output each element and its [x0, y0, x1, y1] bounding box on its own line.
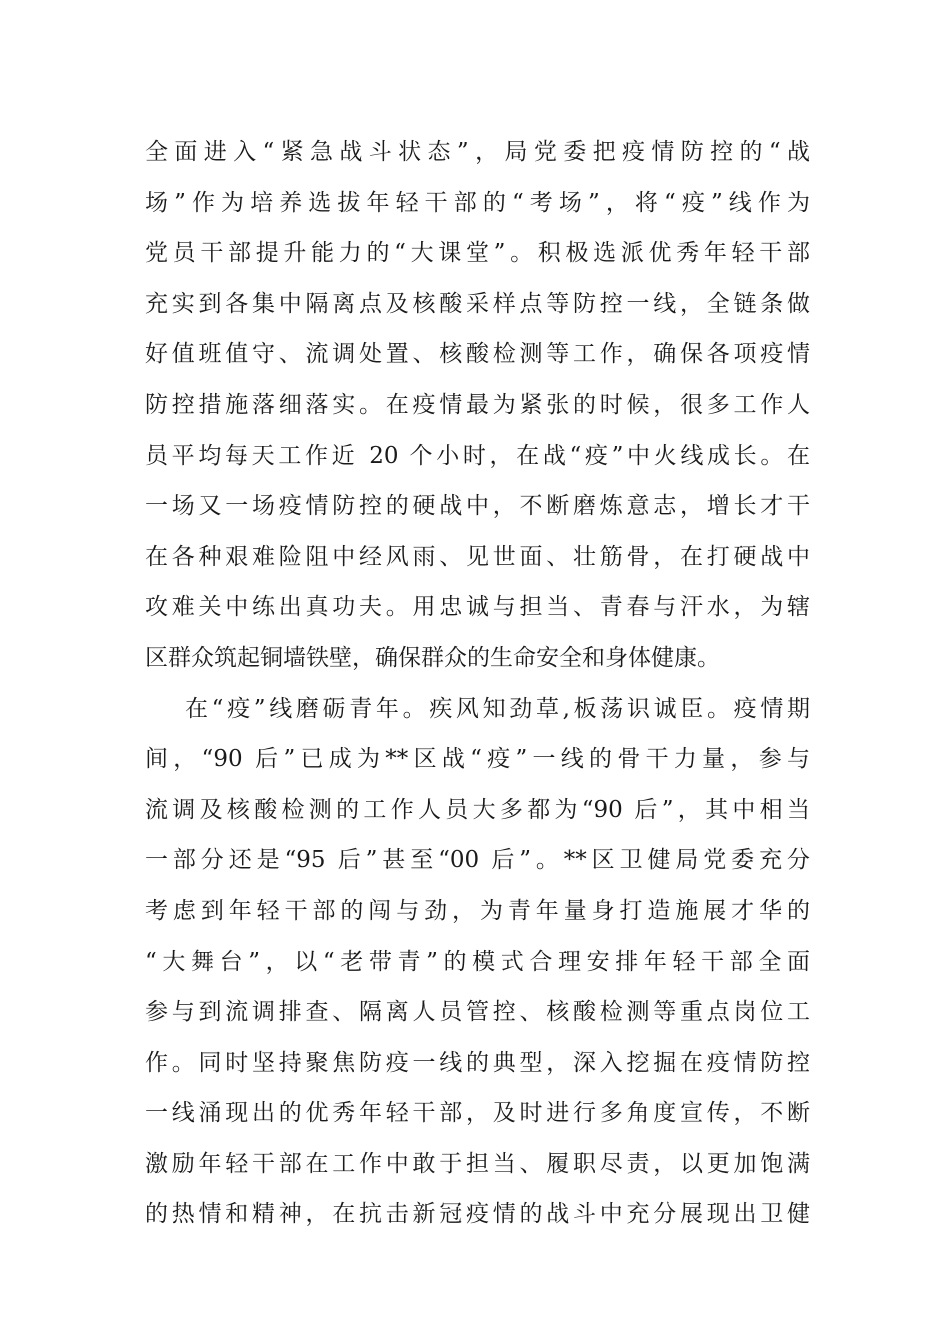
text-line: 攻难关中练出真功夫。用忠诚与担当、青春与汗水，为辖: [145, 594, 810, 621]
text-line: 在各种艰难险阻中经风雨、见世面、壮筋骨，在打硬战中: [145, 543, 810, 570]
text-line: 好值班值守、流调处置、核酸检测等工作，确保各项疫情: [145, 341, 810, 368]
text-line: 参与到流调排查、隔离人员管控、核酸检测等重点岗位工: [145, 999, 810, 1026]
text-line: 党员干部提升能力的“大课堂”。积极选派优秀年轻干部: [145, 240, 810, 267]
text-line: 一线涌现出的优秀年轻干部，及时进行多角度宣传，不断: [145, 1100, 810, 1127]
text-line: 激励年轻干部在工作中敢于担当、履职尽责，以更加饱满: [145, 1150, 810, 1177]
text-line: 一场又一场疫情防控的硬战中，不断磨炼意志，增长才干: [145, 493, 810, 520]
text-line: 考虑到年轻干部的闯与劲，为青年量身打造施展才华的: [145, 897, 810, 924]
text-line: 充实到各集中隔离点及核酸采样点等防控一线，全链条做: [145, 290, 810, 317]
text-line: 作。同时坚持聚焦防疫一线的典型，深入挖掘在疫情防控: [145, 1049, 810, 1076]
text-line: 员平均每天工作近 20 个小时，在战“疫”中火线成长。在: [145, 442, 810, 469]
body-text: [145, 127, 810, 1240]
text-line: 的热情和精神，在抗击新冠疫情的战斗中充分展现出卫健: [145, 1201, 810, 1228]
text-line: “大舞台”，以“老带青”的模式合理安排年轻干部全面: [145, 948, 810, 975]
text-line: 场”作为培养选拔年轻干部的“考场”，将“疫”线作为: [145, 189, 810, 216]
text-line: 防控措施落细落实。在疫情最为紧张的时候，很多工作人: [145, 391, 810, 418]
text-line: 一部分还是“95 后”甚至“00 后”。**区卫健局党委充分: [145, 847, 810, 874]
paragraph-start-line: 在“疫”线磨砺青年。疾风知劲草,板荡识诚臣。疫情期: [185, 695, 810, 722]
paragraph-end-line: 区群众筑起铜墙铁壁，确保群众的生命安全和身体健康。: [145, 644, 720, 671]
text-line: 流调及核酸检测的工作人员大多都为“90 后”，其中相当: [145, 796, 810, 823]
text-line: 间，“90 后”已成为**区战“疫”一线的骨干力量，参与: [145, 746, 810, 773]
text-line: 全面进入“紧急战斗状态”，局党委把疫情防控的“战: [145, 139, 810, 165]
